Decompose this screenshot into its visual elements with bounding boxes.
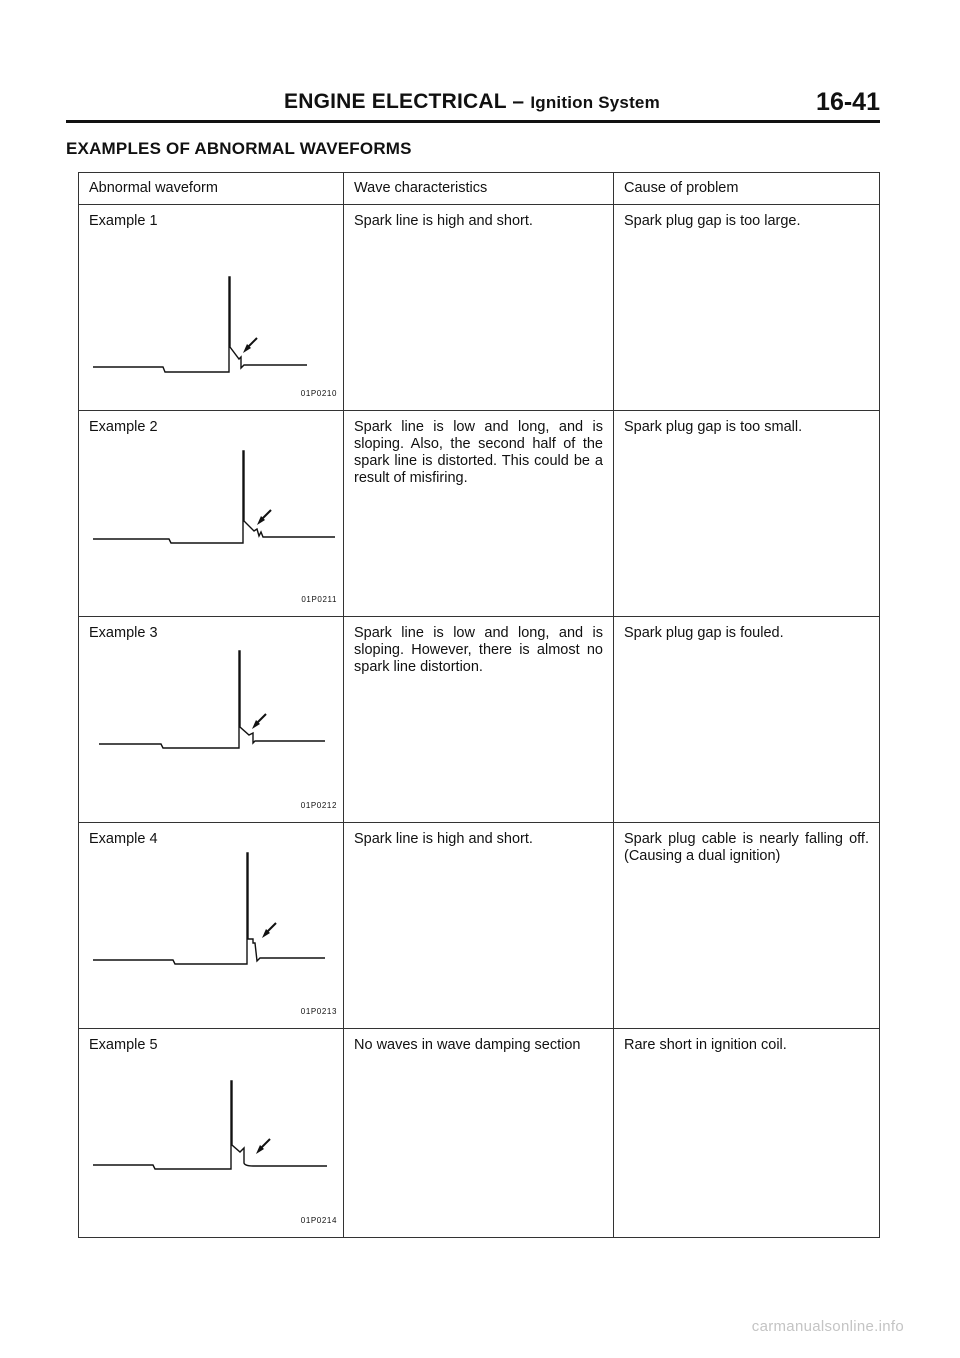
figure-code: 01P0210 (300, 389, 337, 398)
waveform-trace (93, 277, 307, 372)
waveform-diagram (79, 205, 344, 411)
cause-cell: Spark plug cable is nearly falling off. (Causing a dual ignition) (614, 823, 880, 1029)
waveform-diagram (79, 411, 344, 617)
header-title-main: ENGINE ELECTRICAL – (284, 90, 525, 113)
column-header-waveform: Abnormal waveform (79, 173, 344, 205)
waveform-trace (93, 451, 335, 543)
cause-cell: Rare short in ignition coil. (614, 1029, 880, 1238)
example-label: Example 5 (89, 1037, 158, 1053)
page-header (66, 86, 880, 122)
table-row (79, 411, 880, 617)
column-header-characteristics: Wave characteristics (344, 173, 614, 205)
waveform-trace (93, 853, 325, 964)
figure-code: 01P0211 (301, 595, 337, 604)
characteristics-cell: Spark line is high and short. (344, 823, 614, 1029)
waveform-trace (99, 651, 325, 748)
column-header-cause: Cause of problem (614, 173, 880, 205)
characteristics-cell: Spark line is low and long, and is sloping. Also, the second half of the spark line is distorted. This could be a result of misfiring. (344, 411, 614, 617)
waveform-cell (79, 1029, 344, 1238)
table-row (79, 823, 880, 1029)
table-header-row (79, 173, 880, 205)
example-label: Example 2 (89, 419, 158, 435)
table-row (79, 617, 880, 823)
header-rule (66, 120, 880, 123)
example-label: Example 3 (89, 625, 158, 641)
waveform-trace (93, 1081, 327, 1169)
waveform-cell (79, 617, 344, 823)
waveform-cell (79, 411, 344, 617)
waveform-cell (79, 205, 344, 411)
example-label: Example 1 (89, 213, 158, 229)
example-label: Example 4 (89, 831, 158, 847)
cause-cell: Spark plug gap is too small. (614, 411, 880, 617)
figure-code: 01P0213 (300, 1007, 337, 1016)
characteristics-cell: Spark line is high and short. (344, 205, 614, 411)
waveform-diagram (79, 823, 344, 1029)
characteristics-cell: Spark line is low and long, and is sloping. However, there is almost no spark line distortion. (344, 617, 614, 823)
waveform-cell (79, 823, 344, 1029)
cause-cell: Spark plug gap is fouled. (614, 617, 880, 823)
table-row (79, 1029, 880, 1238)
header-subtitle: Ignition System (530, 93, 660, 112)
waveform-diagram (79, 1029, 344, 1238)
page-number: 16-41 (816, 88, 880, 116)
abnormal-waveforms-table (78, 172, 880, 1238)
figure-code: 01P0214 (300, 1216, 337, 1225)
watermark: carmanualsonline.info (751, 1318, 904, 1335)
figure-code: 01P0212 (300, 801, 337, 810)
table-row (79, 205, 880, 411)
waveform-diagram (79, 617, 344, 823)
cause-cell: Spark plug gap is too large. (614, 205, 880, 411)
section-title: EXAMPLES OF ABNORMAL WAVEFORMS (66, 139, 412, 158)
characteristics-cell: No waves in wave damping section (344, 1029, 614, 1238)
header-title (284, 90, 660, 114)
